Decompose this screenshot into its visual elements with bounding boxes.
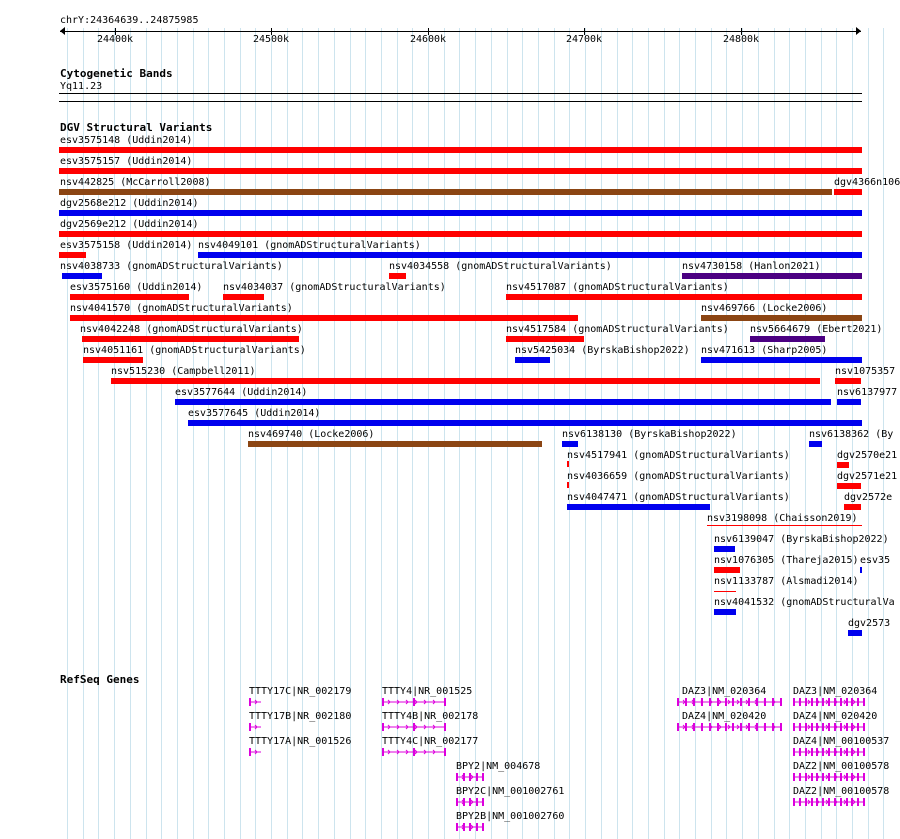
gene-model[interactable] bbox=[793, 772, 867, 782]
dgv-feature-bar[interactable] bbox=[714, 567, 740, 573]
dgv-feature-label[interactable]: dgv2569e212 (Uddin2014) bbox=[60, 219, 199, 230]
dgv-feature-bar[interactable] bbox=[837, 462, 849, 468]
dgv-feature-label[interactable]: nsv4034558 (gnomADStructuralVariants) bbox=[389, 261, 612, 272]
dgv-feature-label[interactable]: esv3575157 (Uddin2014) bbox=[60, 156, 193, 167]
dgv-feature-bar[interactable] bbox=[834, 189, 862, 195]
dgv-feature-bar[interactable] bbox=[714, 546, 735, 552]
gene-label[interactable]: DAZ3|NM_020364 bbox=[682, 686, 767, 697]
position-label: chrY:24364639..24875985 bbox=[60, 15, 199, 26]
gene-model[interactable] bbox=[793, 797, 867, 807]
dgv-feature-label[interactable]: nsv4730158 (Hanlon2021) bbox=[682, 261, 821, 272]
dgv-feature-bar[interactable] bbox=[506, 294, 862, 300]
dgv-feature-label[interactable]: nsv3198098 (Chaisson2019) bbox=[707, 513, 858, 524]
gene-model[interactable] bbox=[382, 697, 448, 707]
gene-label[interactable]: BPY2B|NM_001002760 bbox=[456, 811, 565, 822]
gene-label[interactable]: TTTY4C|NR_002177 bbox=[382, 736, 479, 747]
dgv-feature-label[interactable]: esv3575158 (Uddin2014) bbox=[60, 240, 193, 251]
dgv-feature-label[interactable]: nsv515230 (Campbell2011) bbox=[111, 366, 256, 377]
dgv-feature-label[interactable]: nsv1075357 bbox=[835, 366, 896, 377]
dgv-feature-label[interactable]: esv3577644 (Uddin2014) bbox=[175, 387, 308, 398]
dgv-feature-label[interactable]: dgv2568e212 (Uddin2014) bbox=[60, 198, 199, 209]
gene-model[interactable] bbox=[793, 747, 867, 757]
dgv-feature-bar[interactable] bbox=[835, 378, 861, 384]
gene-model[interactable] bbox=[382, 722, 448, 732]
gene-label[interactable]: BPY2|NM_004678 bbox=[456, 761, 541, 772]
dgv-feature-label[interactable]: nsv4047471 (gnomADStructuralVariants) bbox=[567, 492, 790, 503]
dgv-feature-bar[interactable] bbox=[223, 294, 264, 300]
gene-label[interactable]: DAZ4|NM_00100537 bbox=[793, 736, 890, 747]
dgv-feature-bar[interactable] bbox=[567, 482, 569, 488]
dgv-feature-bar[interactable] bbox=[837, 483, 861, 489]
gene-model[interactable] bbox=[677, 697, 784, 707]
dgv-feature-label[interactable]: dgv2571e21 bbox=[837, 471, 898, 482]
dgv-feature-bar[interactable] bbox=[59, 231, 862, 237]
ruler-tick-label: 24800k bbox=[722, 34, 760, 45]
dgv-feature-label[interactable]: nsv4041570 (gnomADStructuralVariants) bbox=[70, 303, 293, 314]
dgv-feature-label[interactable]: nsv471613 (Sharp2005) bbox=[701, 345, 828, 356]
ruler-tick-label: 24400k bbox=[96, 34, 134, 45]
dgv-feature-bar[interactable] bbox=[70, 315, 578, 321]
gene-model[interactable] bbox=[249, 697, 263, 707]
ruler-tick-label: 24600k bbox=[409, 34, 447, 45]
dgv-feature-label[interactable]: nsv4042248 (gnomADStructuralVariants) bbox=[80, 324, 303, 335]
dgv-feature-label[interactable]: nsv4038733 (gnomADStructuralVariants) bbox=[60, 261, 283, 272]
gene-label[interactable]: DAZ2|NM_00100578 bbox=[793, 786, 890, 797]
dgv-feature-label[interactable]: nsv1133787 (Alsmadi2014) bbox=[714, 576, 859, 587]
dgv-feature-label[interactable]: nsv6138362 (By bbox=[809, 429, 894, 440]
gene-model[interactable] bbox=[793, 722, 867, 732]
dgv-feature-label[interactable]: nsv5664679 (Ebert2021) bbox=[750, 324, 883, 335]
gene-label[interactable]: DAZ4|NM_020420 bbox=[793, 711, 878, 722]
dgv-feature-label[interactable]: nsv5425034 (ByrskaBishop2022) bbox=[515, 345, 690, 356]
dgv-feature-bar[interactable] bbox=[701, 357, 862, 363]
dgv-feature-bar[interactable] bbox=[682, 273, 862, 279]
dgv-feature-label[interactable]: dgv4366n106 bbox=[834, 177, 900, 188]
gene-model[interactable] bbox=[249, 722, 263, 732]
dgv-feature-bar[interactable] bbox=[562, 441, 578, 447]
dgv-feature-label[interactable]: nsv6139047 (ByrskaBishop2022) bbox=[714, 534, 889, 545]
dgv-feature-bar[interactable] bbox=[83, 357, 143, 363]
dgv-feature-bar[interactable] bbox=[62, 273, 102, 279]
dgv-feature-bar[interactable] bbox=[59, 168, 862, 174]
ruler-tick-label: 24700k bbox=[565, 34, 603, 45]
gene-label[interactable]: TTTY17C|NR_002179 bbox=[249, 686, 352, 697]
gene-label[interactable]: TTTY17B|NR_002180 bbox=[249, 711, 352, 722]
dgv-feature-label[interactable]: esv3577645 (Uddin2014) bbox=[188, 408, 321, 419]
gene-model[interactable] bbox=[456, 822, 486, 832]
dgv-feature-bar[interactable] bbox=[506, 336, 584, 342]
dgv-feature-label[interactable]: nsv6137977 bbox=[837, 387, 898, 398]
cytoband-line bbox=[59, 93, 862, 94]
dgv-feature-label[interactable]: nsv4034037 (gnomADStructuralVariants) bbox=[223, 282, 446, 293]
gene-label[interactable]: DAZ4|NM_020420 bbox=[682, 711, 767, 722]
dgv-feature-bar[interactable] bbox=[59, 147, 862, 153]
dgv-feature-bar[interactable] bbox=[848, 630, 862, 636]
dgv-feature-bar[interactable] bbox=[714, 591, 736, 592]
dgv-feature-label[interactable]: esv35 bbox=[860, 555, 891, 566]
dgv-feature-label[interactable]: nsv1076305 (Thareja2015) bbox=[714, 555, 859, 566]
dgv-feature-label[interactable]: nsv4051161 (gnomADStructuralVariants) bbox=[83, 345, 306, 356]
dgv-feature-label[interactable]: esv3575148 (Uddin2014) bbox=[60, 135, 193, 146]
ruler-tick-label: 24500k bbox=[252, 34, 290, 45]
dgv-feature-bar[interactable] bbox=[175, 399, 831, 405]
gene-model[interactable] bbox=[382, 747, 448, 757]
gene-label[interactable]: DAZ2|NM_00100578 bbox=[793, 761, 890, 772]
dgv-feature-label[interactable]: nsv4041532 (gnomADStructuralVa bbox=[714, 597, 895, 608]
dgv-feature-bar[interactable] bbox=[59, 252, 86, 258]
dgv-feature-label[interactable]: nsv4517941 (gnomADStructuralVariants) bbox=[567, 450, 790, 461]
dgv-feature-label[interactable]: nsv4517087 (gnomADStructuralVariants) bbox=[506, 282, 729, 293]
gene-model[interactable] bbox=[456, 772, 486, 782]
dgv-feature-bar[interactable] bbox=[188, 420, 862, 426]
scroll-right-icon[interactable] bbox=[856, 27, 861, 35]
dgv-feature-label[interactable]: nsv4049101 (gnomADStructuralVariants) bbox=[198, 240, 421, 251]
cytoband-track-title[interactable]: Cytogenetic Bands bbox=[60, 67, 173, 80]
gene-label[interactable]: TTTY4B|NR_002178 bbox=[382, 711, 479, 722]
gene-model[interactable] bbox=[456, 797, 486, 807]
dgv-feature-bar[interactable] bbox=[82, 336, 299, 342]
dgv-feature-label[interactable]: nsv4517584 (gnomADStructuralVariants) bbox=[506, 324, 729, 335]
dgv-feature-label[interactable]: dgv2570e21 bbox=[837, 450, 898, 461]
dgv-feature-label[interactable]: nsv6138130 (ByrskaBishop2022) bbox=[562, 429, 737, 440]
dgv-feature-bar[interactable] bbox=[809, 441, 822, 447]
cytoband-label: Yq11.23 bbox=[60, 81, 103, 92]
gene-model[interactable] bbox=[249, 747, 263, 757]
dgv-feature-bar[interactable] bbox=[70, 294, 189, 300]
dgv-feature-label[interactable]: dgv2573 bbox=[848, 618, 891, 629]
dgv-feature-bar[interactable] bbox=[844, 504, 861, 510]
dgv-feature-bar[interactable] bbox=[750, 336, 825, 342]
dgv-feature-bar[interactable] bbox=[515, 357, 550, 363]
dgv-feature-label[interactable]: nsv442825 (McCarroll2008) bbox=[60, 177, 211, 188]
dgv-feature-bar[interactable] bbox=[567, 504, 710, 510]
dgv-feature-bar[interactable] bbox=[707, 525, 862, 526]
dgv-feature-bar[interactable] bbox=[837, 399, 861, 405]
dgv-feature-label[interactable]: nsv469766 (Locke2006) bbox=[701, 303, 828, 314]
gene-model[interactable] bbox=[677, 722, 784, 732]
dgv-feature-label[interactable]: esv3575160 (Uddin2014) bbox=[70, 282, 203, 293]
dgv-feature-bar[interactable] bbox=[860, 567, 862, 573]
dgv-feature-bar[interactable] bbox=[389, 273, 406, 279]
gene-label[interactable]: DAZ3|NM_020364 bbox=[793, 686, 878, 697]
cytoband-line bbox=[59, 101, 862, 102]
gene-label[interactable]: BPY2C|NM_001002761 bbox=[456, 786, 565, 797]
dgv-feature-label[interactable]: nsv4036659 (gnomADStructuralVariants) bbox=[567, 471, 790, 482]
dgv-feature-bar[interactable] bbox=[701, 315, 862, 321]
dgv-feature-label[interactable]: dgv2572e bbox=[844, 492, 893, 503]
dgv-feature-bar[interactable] bbox=[59, 189, 832, 195]
gene-model[interactable] bbox=[793, 697, 867, 707]
gene-label[interactable]: TTTY17A|NR_001526 bbox=[249, 736, 352, 747]
dgv-track-title[interactable]: DGV Structural Variants bbox=[60, 121, 213, 134]
dgv-feature-bar[interactable] bbox=[111, 378, 820, 384]
dgv-feature-bar[interactable] bbox=[59, 210, 862, 216]
dgv-feature-bar[interactable] bbox=[198, 252, 862, 258]
refseq-track-title[interactable]: RefSeq Genes bbox=[60, 673, 140, 686]
dgv-feature-bar[interactable] bbox=[714, 609, 736, 615]
dgv-feature-label[interactable]: nsv469740 (Locke2006) bbox=[248, 429, 375, 440]
dgv-feature-bar[interactable] bbox=[567, 461, 569, 467]
dgv-feature-bar[interactable] bbox=[248, 441, 542, 447]
gene-label[interactable]: TTTY4|NR_001525 bbox=[382, 686, 473, 697]
